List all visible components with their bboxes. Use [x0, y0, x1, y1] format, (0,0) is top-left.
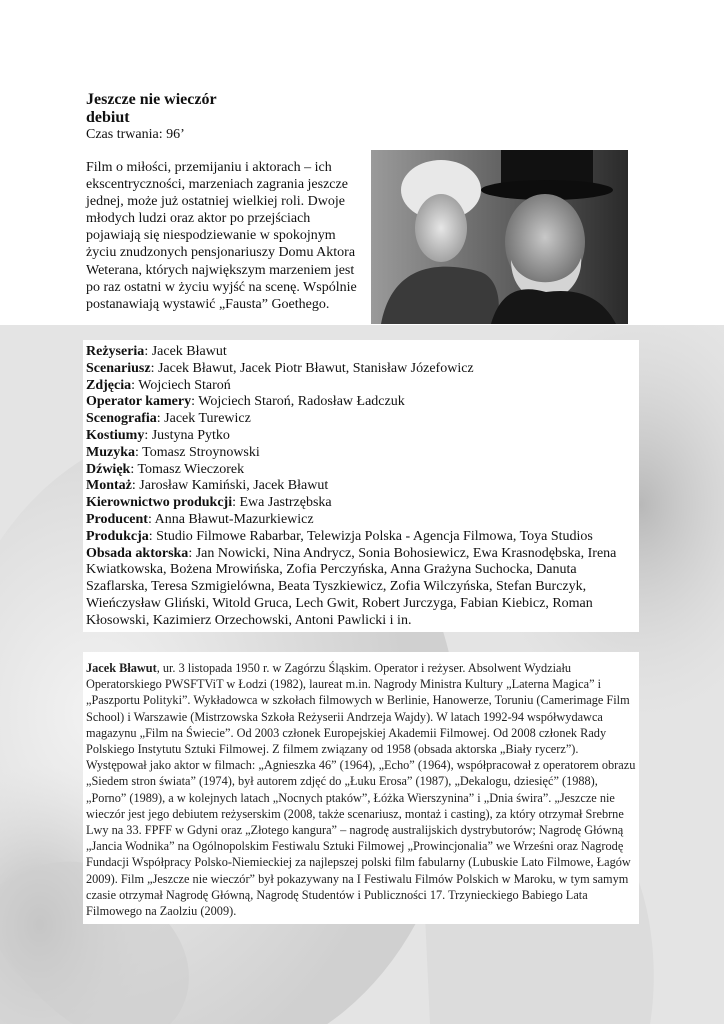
- film-title: Jeszcze nie wieczór: [86, 91, 217, 108]
- credit-label: Produkcja: [86, 528, 149, 544]
- credit-row: [86, 462, 638, 479]
- credit-value: : Ewa Jastrzębska: [232, 495, 332, 511]
- film-title-block: [86, 91, 217, 127]
- credit-row: [86, 445, 638, 462]
- credit-label: Scenografia: [86, 411, 157, 427]
- credit-value: : Wojciech Staroń: [131, 377, 231, 393]
- film-subtitle-debut: debiut: [86, 109, 130, 126]
- cast-credit: [86, 546, 638, 630]
- credit-label: Producent: [86, 511, 148, 527]
- director-bio-text: , ur. 3 listopada 1950 r. w Zagórzu Śląskim. Operator i reżyser. Absolwent Wydziału Operatorskiego PWSFTViT w Łodzi (1982), laureat m.in. Nagrody Ministra Kultury „Laterna Magica” i „Paszportu Polityki”. Wykładowca w szkołach filmowych w Berlinie, Hanowerze, Toruniu (Camerimage Film School) i Warszawie (Mistrzowska Szkoła Reżyserii Andrzeja Wajdy). W latach 1992-94 współwydawca magazynu „Film na Świecie”. Od 2003 członek Europejskiej Akademii Filmowej. Od 2008 członek Rady Polskiego Instytutu Sztuki Filmowej. Z filmem związany od 1958 (obsada aktorska „Biały rycerz”). Występował jako aktor w filmach: „Agnieszka 46” (1964), „Echo” (1964), współpracował z operatorem obrazu „Siedem stron świata” (1974), był autorem zdjęć do „Łuku Erosa” (1987), „Dekalogu, dziesięć” (1988), „Porno” (1989), a w kolejnych latach „Nocnych ptaków”, Łóżka Wierszynina” i „Dnia świra”. „Jeszcze nie wieczór jest jego debiutem reżyserskim (2008, także scenariusz, montaż i casting), za który otrzymał Srebrne Lwy na 33. FPFF w Gdyni oraz „Złotego kangura” – nagrodę australijskich dystrybutorów; Nagrodę Główną „Jancia Wodnika” na Ogólnopolskim Festiwalu Sztuki Filmowej „Prowincjonalia” we Wrześni oraz Nagrodę Fundacji Współpracy Polsko-Niemieckiej za najlepszej polski film fabularny (Lubuskie Lato Filmowe, Łagów 2009). Film „Jeszcze nie wieczór” był pokazywany na I Festiwalu Filmów Polskich w Maroku, w tym samym czasie otrzymał Nagrodę Główną, Nagrodę Studentów i Publiczności 17. Trzynieckiego Babiego Lata Filmowego na Zaolziu (2009).: [86, 661, 636, 919]
- credit-label: Scenariusz: [86, 360, 151, 376]
- film-duration: Czas trwania: 96’: [86, 127, 185, 142]
- credit-label: Zdjęcia: [86, 377, 132, 393]
- credit-label: Dźwięk: [86, 461, 131, 477]
- credit-value: : Justyna Pytko: [144, 427, 230, 443]
- film-still-photo: [371, 150, 628, 324]
- credit-value: : Jacek Bławut: [144, 344, 227, 359]
- cast-label: Obsada aktorska: [86, 545, 189, 561]
- credit-value: : Wojciech Staroń, Radosław Ładczuk: [191, 394, 405, 410]
- credit-value: : Jacek Bławut, Jacek Piotr Bławut, Stanisław Józefowicz: [150, 360, 474, 376]
- credit-label: Kostiumy: [86, 427, 145, 443]
- credits-list: [86, 344, 638, 630]
- credit-value: : Jarosław Kamiński, Jacek Bławut: [131, 478, 329, 494]
- director-name: Jacek Bławut: [86, 661, 157, 675]
- credit-label: Montaż: [86, 478, 132, 494]
- credit-label: Muzyka: [86, 444, 135, 460]
- credit-label: Reżyseria: [86, 344, 145, 359]
- synopsis-text: Film o miłości, przemijaniu i aktorach – ich ekscentryczności, marzeniach zagrania jeszcze jednej, może już ostatniej wielkiej roli. Dwoje młodych ludzi oraz aktor po przejściach pojawiają się niespodziewanie w spokojnym życiu znudzonych pensjonariuszy Domu Aktora Weterana, których największym marzeniem jest po raz ostatni w życiu wyjść na scenę. Wspólnie postanawiają wystawić „Fausta” Goethego.: [86, 160, 357, 312]
- credit-value: : Tomasz Stroynowski: [135, 444, 260, 460]
- credit-value: : Tomasz Wieczorek: [130, 461, 245, 477]
- credit-value: : Jacek Turewicz: [156, 411, 251, 427]
- credit-row: [86, 411, 638, 428]
- credit-row: [86, 428, 638, 445]
- director-bio: [86, 660, 638, 919]
- credit-row: [86, 378, 638, 395]
- credit-value: : Studio Filmowe Rabarbar, Telewizja Polska - Agencja Filmowa, Toya Studios: [148, 528, 593, 544]
- credit-row: [86, 529, 638, 546]
- credit-row: [86, 344, 638, 361]
- credit-row: [86, 495, 638, 512]
- credit-row: [86, 394, 638, 411]
- credit-label: Kierownictwo produkcji: [86, 495, 233, 511]
- credit-row: [86, 512, 638, 529]
- cast-value: : Jan Nowicki, Nina Andrycz, Sonia Bohosiewicz, Ewa Krasnodębska, Irena Kwiatkowska, Bożena Mrowińska, Zofia Perczyńska, Anna Grażyna Suchocka, Danuta Szaflarska, Teresa Szmigielówna, Beata Tyszkiewicz, Zofia Wilczyńska, Stefan Burczyk, Wieńczysław Gliński, Witold Gruca, Lech Gwit, Robert Jurczyga, Fabian Kiebicz, Roman Kłosowski, Kazimierz Orzechowski, Antoni Pawlicki i in.: [86, 545, 617, 628]
- credit-row: [86, 361, 638, 378]
- credit-value: : Anna Bławut-Mazurkiewicz: [147, 511, 314, 527]
- credit-row: [86, 478, 638, 495]
- credit-label: Operator kamery: [86, 394, 192, 410]
